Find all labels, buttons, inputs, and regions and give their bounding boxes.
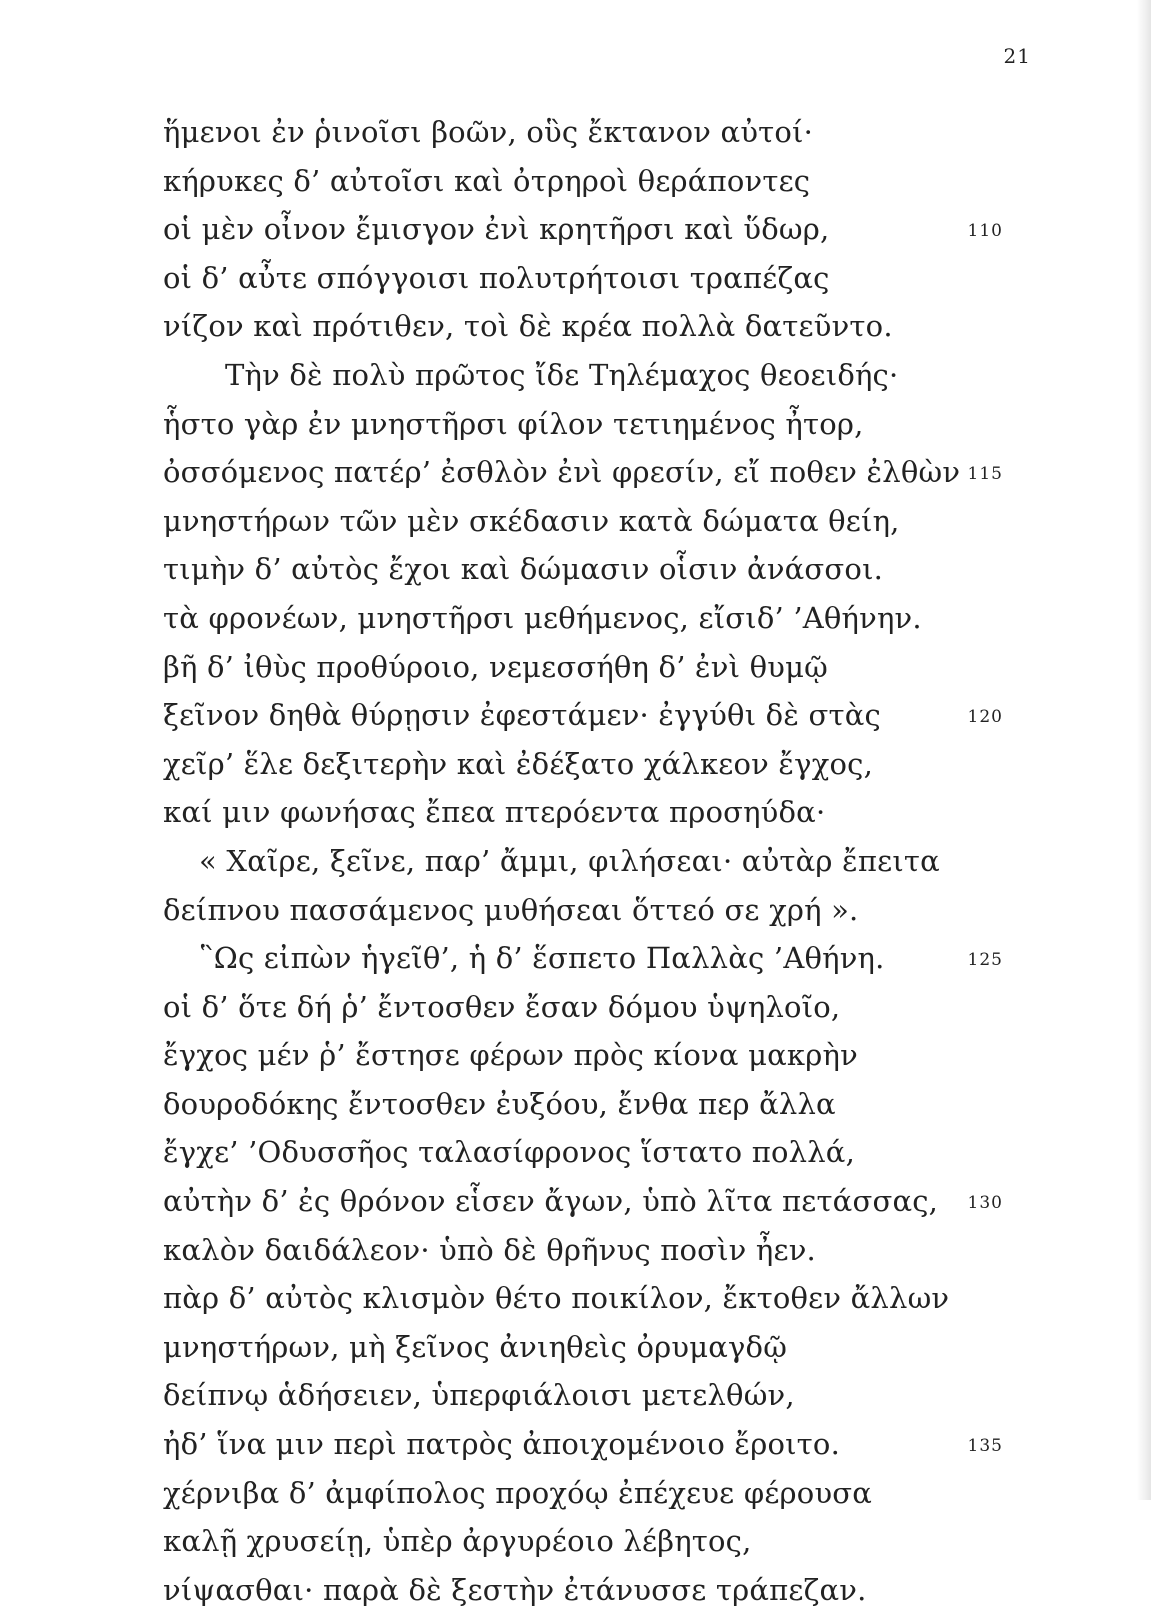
verse-text: καλῇ χρυσείῃ, ὑπὲρ ἀργυρέοιο λέβητος, xyxy=(163,1524,752,1559)
verse-line xyxy=(163,983,1003,1032)
verse-line xyxy=(163,545,1003,594)
verse-line xyxy=(163,837,1003,886)
verse-line xyxy=(163,934,1003,983)
verse-line xyxy=(163,643,1003,692)
verse-text: δουροδόκης ἔντοσθεν ἐυξόου, ἔνθα περ ἄλλα xyxy=(163,1086,836,1121)
verse-line xyxy=(163,740,1003,789)
verse-line xyxy=(163,594,1003,643)
verse-text: μνηστήρων τῶν μὲν σκέδασιν κατὰ δώματα θείη, xyxy=(163,503,900,538)
line-number: 135 xyxy=(967,1436,1003,1457)
line-number: 110 xyxy=(967,221,1003,242)
verse-text: πὰρ δ’ αὐτὸς κλισμὸν θέτο ποικίλον, ἔκτοθεν ἄλλων xyxy=(163,1281,950,1316)
verse-text: καλὸν δαιδάλεον· ὑπὸ δὲ θρῆνυς ποσὶν ἦεν. xyxy=(163,1232,816,1267)
verse-text: ἥμενοι ἐν ῥινοῖσι βοῶν, οὓς ἔκτανον αὐτοί· xyxy=(163,115,814,149)
verse-line xyxy=(163,1420,1003,1469)
verse-text: δείπνῳ ἁδήσειεν, ὑπερφιάλοισι μετελθών, xyxy=(163,1378,795,1413)
verse-text: καί μιν φωνήσας ἔπεα πτερόεντα προσηύδα· xyxy=(163,795,826,830)
verse-line xyxy=(163,1080,1003,1129)
verse-line xyxy=(163,351,1003,400)
verse-text: κήρυκες δ’ αὐτοῖσι καὶ ὀτρηροὶ θεράποντες xyxy=(163,163,811,198)
verse-text: ῝Ως εἰπὼν ἡγεῖθ’, ἡ δ’ ἕσπετο Παλλὰς ’Αθήνη. xyxy=(199,941,885,976)
verse-line xyxy=(163,886,1003,935)
verse-line xyxy=(163,254,1003,303)
verse-line xyxy=(163,497,1003,546)
verse-line xyxy=(163,1226,1003,1275)
verse-text: οἱ δ’ αὖτε σπόγγοισι πολυτρήτοισι τραπέζας xyxy=(163,260,830,295)
verse-text: οἱ δ’ ὅτε δή ῥ’ ἔντοσθεν ἔσαν δόμου ὑψηλοῖο, xyxy=(163,989,841,1024)
verse-line xyxy=(163,1128,1003,1177)
verse-line xyxy=(163,1323,1003,1372)
verse-text: τὰ φρονέων, μνηστῆρσι μεθήμενος, εἴσιδ’ ’Αθήνην. xyxy=(163,600,922,635)
verse-line xyxy=(163,1177,1003,1226)
line-number: 120 xyxy=(967,707,1003,728)
verse-line xyxy=(163,108,1003,157)
verse-text: χέρνιβα δ’ ἀμφίπολος προχόῳ ἐπέχευε φέρουσα xyxy=(163,1475,873,1510)
page-edge-shadow xyxy=(1137,0,1151,1500)
verse-text: ξεῖνον δηθὰ θύρῃσιν ἐφεστάμεν· ἐγγύθι δὲ στὰς xyxy=(163,698,881,733)
verse-text: νίζον καὶ πρότιθεν, τοὶ δὲ κρέα πολλὰ δατεῦντο. xyxy=(163,309,893,344)
verse-text: τιμὴν δ’ αὐτὸς ἔχοι καὶ δώμασιν οἷσιν ἀνάσσοι. xyxy=(163,552,884,587)
verse-text: βῆ δ’ ἰθὺς προθύροιο, νεμεσσήθη δ’ ἐνὶ θυμῷ xyxy=(163,649,829,684)
verse-text: νίψασθαι· παρὰ δὲ ξεστὴν ἐτάνυσσε τράπεζαν. xyxy=(163,1572,867,1607)
page-number: 21 xyxy=(1003,44,1031,68)
verse-line xyxy=(163,1469,1003,1518)
verse-text: Τὴν δὲ πολὺ πρῶτος ἴδε Τηλέμαχος θεοειδής· xyxy=(225,357,899,392)
verse-line xyxy=(163,448,1003,497)
line-number: 115 xyxy=(967,464,1003,485)
verse-text: ἔγχε’ ’Οδυσσῆος ταλασίφρονος ἵστατο πολλά, xyxy=(163,1135,856,1170)
verse-line xyxy=(163,400,1003,449)
verse-line xyxy=(163,302,1003,351)
line-number: 130 xyxy=(967,1193,1003,1214)
line-number: 125 xyxy=(967,950,1003,971)
verse-line xyxy=(163,157,1003,206)
verse-text: ἔγχος μέν ῥ’ ἔστησε φέρων πρὸς κίονα μακρὴν xyxy=(163,1038,858,1073)
verse-text: οἱ μὲν οἶνον ἔμισγον ἐνὶ κρητῆρσι καὶ ὕδωρ, xyxy=(163,212,830,247)
verse-line xyxy=(163,1274,1003,1323)
verse-line xyxy=(163,1566,1003,1615)
verse-line xyxy=(163,788,1003,837)
verse-text: « Χαῖρε, ξεῖνε, παρ’ ἄμμι, φιλήσεαι· αὐτὰρ ἔπειτα xyxy=(199,843,940,878)
verse-line xyxy=(163,691,1003,740)
verse-text: δείπνου πασσάμενος μυθήσεαι ὅττεό σε χρή ». xyxy=(163,892,859,927)
verse-text: ὀσσόμενος πατέρ’ ἐσθλὸν ἐνὶ φρεσίν, εἴ ποθεν ἐλθὼν xyxy=(163,455,961,490)
verse-text: ἧστο γὰρ ἐν μνηστῆρσι φίλον τετιημένος ἦτορ, xyxy=(163,406,864,441)
verse-text: αὐτὴν δ’ ἐς θρόνον εἷσεν ἄγων, ὑπὸ λῖτα πετάσσας, xyxy=(163,1184,939,1219)
verse-line xyxy=(163,1031,1003,1080)
verse-list xyxy=(163,108,1003,1614)
verse-text: μνηστήρων, μὴ ξεῖνος ἀνιηθεὶς ὀρυμαγδῷ xyxy=(163,1329,788,1364)
verse-line xyxy=(163,205,1003,254)
verse-text: χεῖρ’ ἕλε δεξιτερὴν καὶ ἐδέξατο χάλκεον ἔγχος, xyxy=(163,746,874,781)
verse-line xyxy=(163,1371,1003,1420)
verse-text: ἠδ’ ἵνα μιν περὶ πατρὸς ἀποιχομένοιο ἔροιτο. xyxy=(163,1427,840,1462)
verse-line xyxy=(163,1517,1003,1566)
